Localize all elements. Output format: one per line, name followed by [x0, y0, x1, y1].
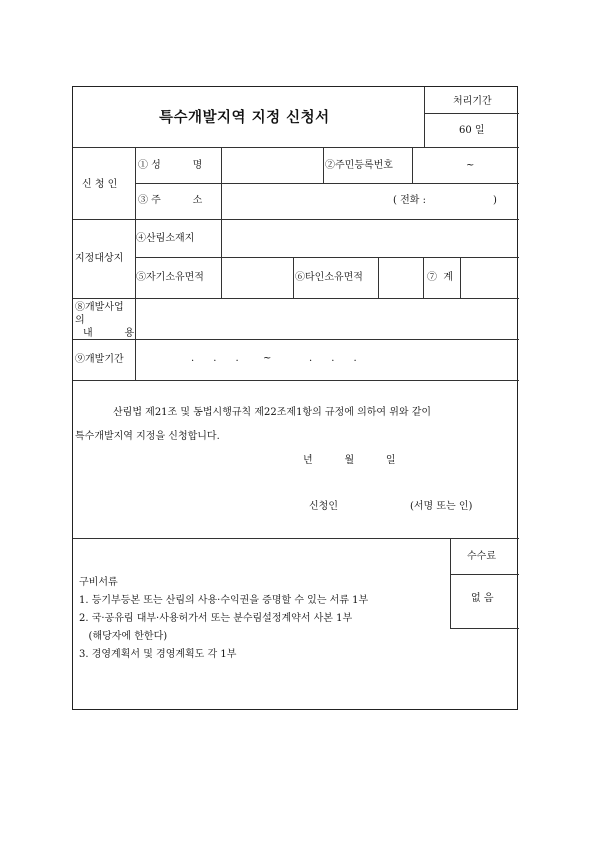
address-label: ③ 주 소 [138, 195, 203, 206]
period-tilde: ~ [263, 353, 272, 364]
period-label: ⑨개발기간 [75, 354, 124, 365]
document-item: 3. 경영계획서 및 경영계획도 각 1부 [79, 649, 237, 660]
forest-location-label: ④산림소재지 [136, 233, 195, 244]
document-item: (해당자에 한한다) [79, 631, 168, 642]
resident-no-separator: ~ [466, 160, 475, 171]
fee-value: 없 음 [471, 593, 494, 604]
name-label: ① 성 명 [138, 160, 203, 171]
applicant-section-label: 신 청 인 [82, 179, 118, 190]
declaration-applicant-label: 신청인 [309, 501, 338, 512]
own-area-label: ⑤자기소유면적 [136, 272, 204, 283]
declaration-line-2: 특수개발지역 지정을 신청합니다. [75, 431, 220, 442]
period-start-dots: . . . [191, 353, 239, 364]
project-content-label-1: ⑧개발사업 [75, 302, 124, 313]
processing-period-label: 처리기간 [453, 96, 492, 107]
application-form [72, 86, 518, 710]
resident-no-label: ②주민등록번호 [325, 160, 393, 171]
declaration-line-1: 산림법 제21조 및 동법시행규칙 제22조제1항의 규정에 의하여 위와 같이 [113, 407, 432, 418]
period-end-dots: . . . [309, 353, 357, 364]
document-item: 1. 등기부등본 또는 산림의 사용·수익권을 증명할 수 있는 서류 1부 [79, 595, 369, 606]
total-label: ⑦ 계 [427, 272, 454, 283]
documents-header: 구비서류 [79, 577, 118, 588]
declaration-date: 년 월 일 [303, 455, 396, 466]
declaration-sign-label: (서명 또는 인) [410, 501, 473, 512]
phone-label: ( 전화 : [393, 195, 426, 206]
other-area-label: ⑥타인소유면적 [295, 272, 363, 283]
target-section-label: 지정대상지 [75, 253, 124, 264]
project-content-label-3: 내 용 [83, 328, 135, 339]
fee-label: 수수료 [467, 551, 496, 562]
form-title: 특수개발지역 지정 신청서 [159, 110, 330, 126]
document-item: 2. 국·공유림 대부·사용허가서 또는 분수림설정계약서 사본 1부 [79, 613, 353, 624]
processing-period-value: 60 일 [459, 125, 485, 136]
phone-close: ) [493, 195, 497, 206]
project-content-label-2: 의 [75, 315, 85, 326]
